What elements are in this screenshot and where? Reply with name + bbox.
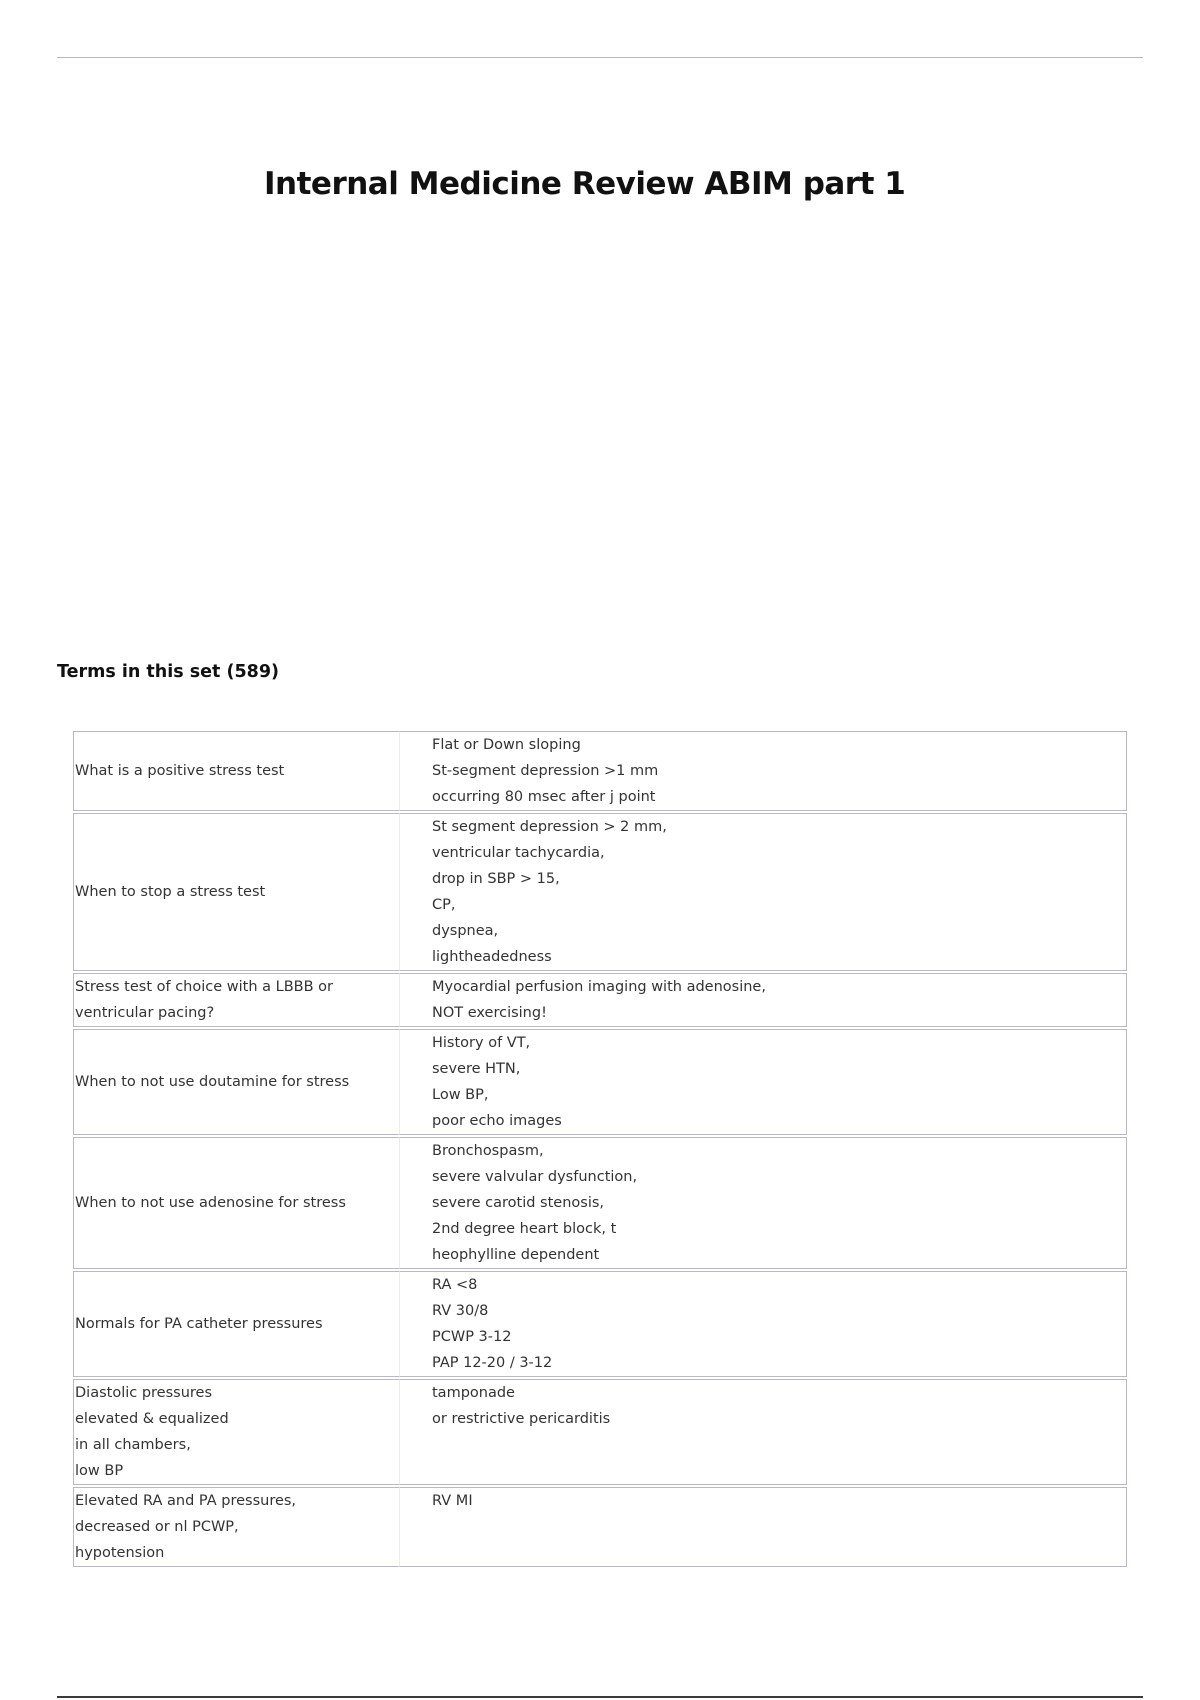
definition-cell xyxy=(400,1137,1127,1269)
definition-line: lightheadedness xyxy=(432,949,552,965)
definition-line: RA <8 xyxy=(432,1277,478,1293)
definition-cell xyxy=(400,731,1127,811)
definition-line: History of VT, xyxy=(432,1035,531,1051)
term-row xyxy=(73,1271,1127,1377)
term-cell xyxy=(73,1379,400,1485)
term-line: When to not use doutamine for stress xyxy=(75,1074,350,1090)
term-cell xyxy=(73,1029,400,1135)
term-line: When to stop a stress test xyxy=(75,884,266,900)
definition-line: dyspnea, xyxy=(432,923,499,939)
term-line: Normals for PA catheter pressures xyxy=(75,1316,323,1332)
term-line: What is a positive stress test xyxy=(75,763,285,779)
term-cell xyxy=(73,973,400,1027)
term-cell xyxy=(73,813,400,971)
definition-line: severe HTN, xyxy=(432,1061,521,1077)
page-title: Internal Medicine Review ABIM part 1 xyxy=(264,166,906,202)
term-line: When to not use adenosine for stress xyxy=(75,1195,346,1211)
definition-line: severe carotid stenosis, xyxy=(432,1195,605,1211)
definition-line: Myocardial perfusion imaging with adenosine, xyxy=(432,979,766,995)
term-line: elevated & equalized xyxy=(75,1411,229,1427)
term-line: Diastolic pressures xyxy=(75,1385,213,1401)
bottom-divider xyxy=(57,1696,1143,1698)
term-row xyxy=(73,1029,1127,1135)
definition-line: 2nd degree heart block, t xyxy=(432,1221,617,1237)
term-line: low BP xyxy=(75,1463,124,1479)
term-cell xyxy=(73,1271,400,1377)
definition-line: CP, xyxy=(432,897,456,913)
term-cell xyxy=(73,1487,400,1567)
definition-cell xyxy=(400,1487,1127,1567)
definition-cell xyxy=(400,1379,1127,1485)
definition-line: Flat or Down sloping xyxy=(432,737,581,753)
term-row xyxy=(73,731,1127,811)
definition-line: Low BP, xyxy=(432,1087,489,1103)
definition-line: heophylline dependent xyxy=(432,1247,600,1263)
term-line: hypotension xyxy=(75,1545,165,1561)
definition-line: ventricular tachycardia, xyxy=(432,845,605,861)
term-row xyxy=(73,973,1127,1027)
term-line: Stress test of choice with a LBBB or xyxy=(75,979,334,995)
terms-count-heading: Terms in this set (589) xyxy=(57,662,280,682)
definition-line: RV MI xyxy=(432,1493,473,1509)
term-row xyxy=(73,1379,1127,1485)
term-row xyxy=(73,1487,1127,1567)
term-row xyxy=(73,813,1127,971)
definition-cell xyxy=(400,813,1127,971)
definition-line: St segment depression > 2 mm, xyxy=(432,819,667,835)
term-cell xyxy=(73,731,400,811)
terms-table xyxy=(73,729,1127,1569)
definition-line: St-segment depression >1 mm xyxy=(432,763,659,779)
definition-line: PCWP 3-12 xyxy=(432,1329,512,1345)
definition-line: or restrictive pericarditis xyxy=(432,1411,611,1427)
definition-line: Bronchospasm, xyxy=(432,1143,544,1159)
term-line: in all chambers, xyxy=(75,1437,191,1453)
definition-cell xyxy=(400,973,1127,1027)
definition-line: PAP 12-20 / 3-12 xyxy=(432,1355,553,1371)
term-line: ventricular pacing? xyxy=(75,1005,215,1021)
definition-line: NOT exercising! xyxy=(432,1005,547,1021)
term-line: Elevated RA and PA pressures, xyxy=(75,1493,297,1509)
definition-line: poor echo images xyxy=(432,1113,562,1129)
definition-line: tamponade xyxy=(432,1385,515,1401)
term-cell xyxy=(73,1137,400,1269)
top-divider xyxy=(57,57,1143,58)
definition-cell xyxy=(400,1271,1127,1377)
definition-line: severe valvular dysfunction, xyxy=(432,1169,638,1185)
term-row xyxy=(73,1137,1127,1269)
definition-line: drop in SBP > 15, xyxy=(432,871,560,887)
definition-cell xyxy=(400,1029,1127,1135)
definition-line: RV 30/8 xyxy=(432,1303,489,1319)
definition-line: occurring 80 msec after j point xyxy=(432,789,656,805)
term-line: decreased or nl PCWP, xyxy=(75,1519,239,1535)
